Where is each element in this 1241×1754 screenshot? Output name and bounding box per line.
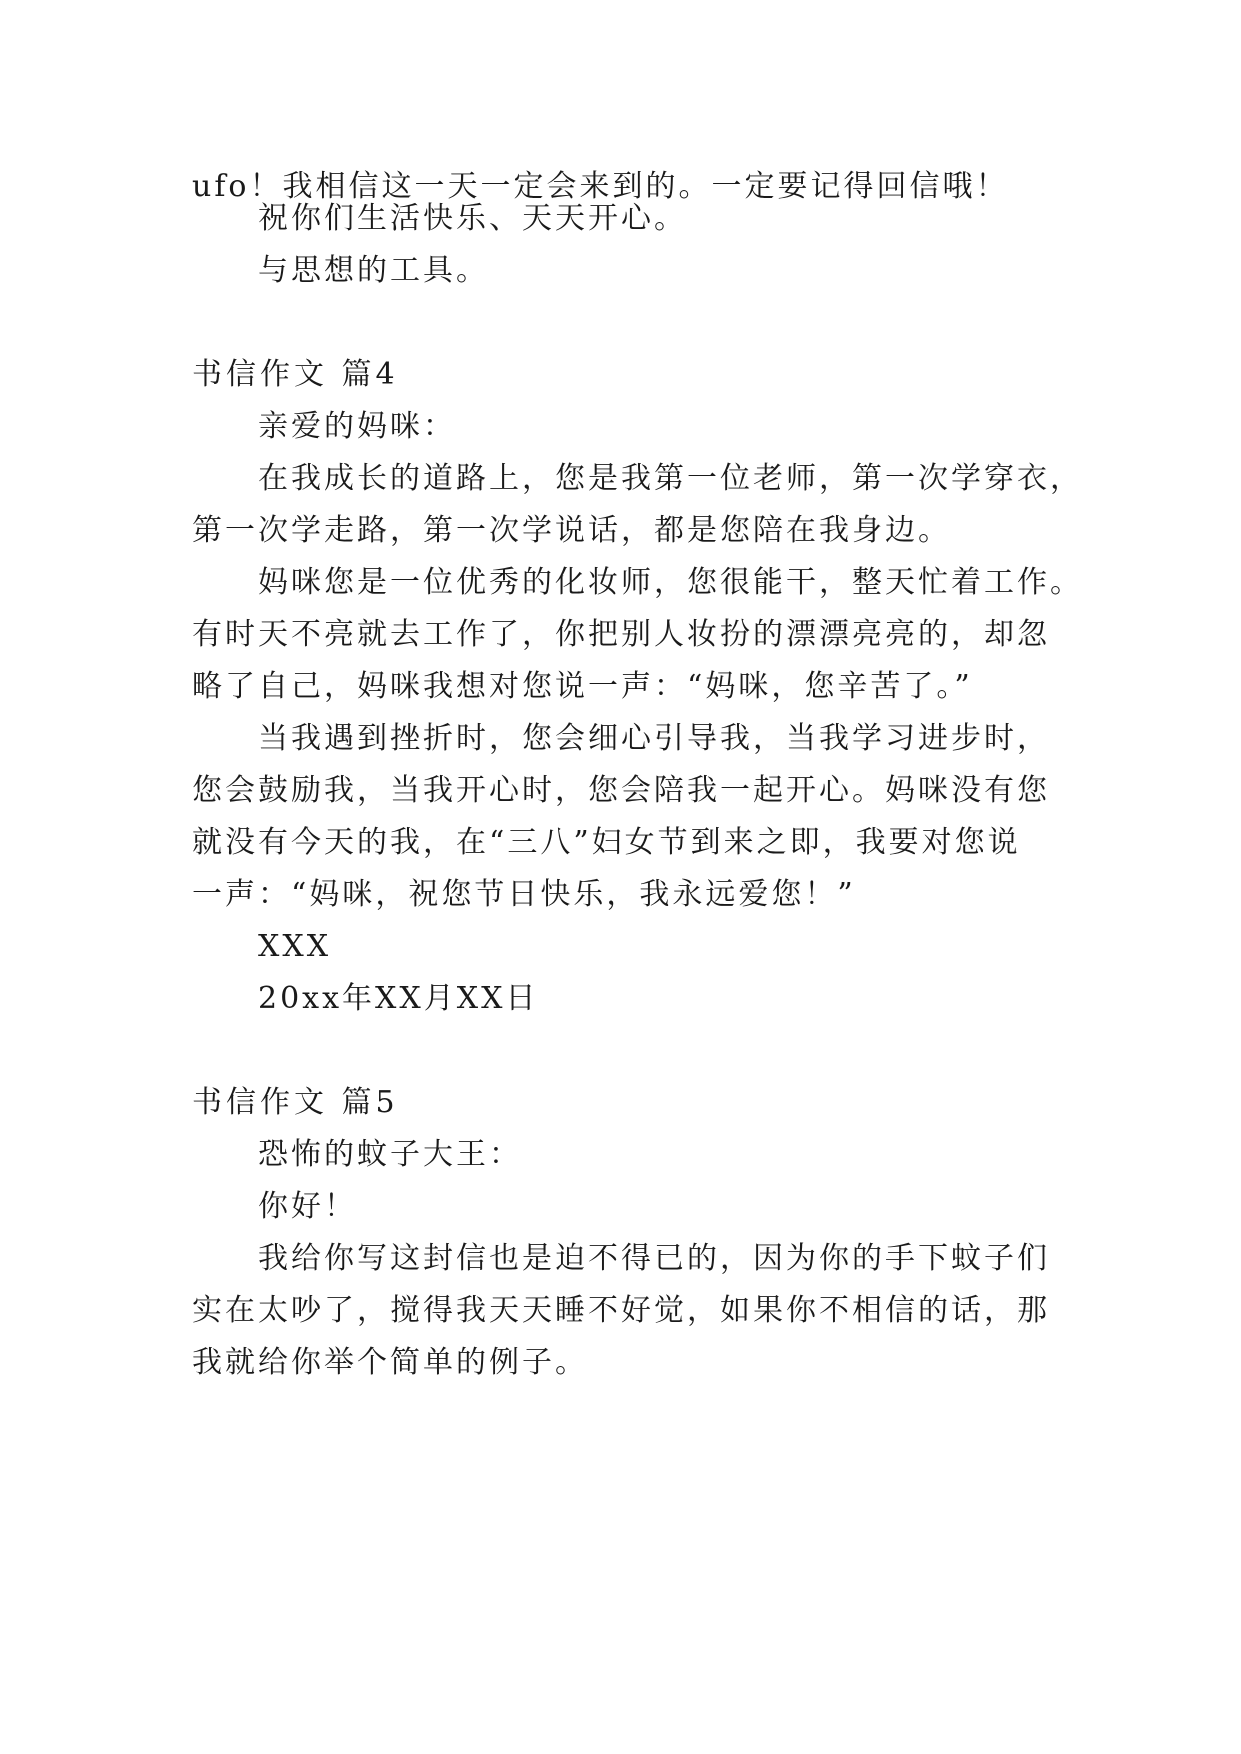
text-line: ufo！我相信这一天一定会来到的。一定要记得回信哦！ bbox=[192, 169, 1009, 204]
salutation: 亲爱的妈咪： bbox=[258, 409, 456, 444]
text-line: 我给你写这封信也是迫不得已的，因为你的手下蚊子们 bbox=[258, 1241, 1050, 1276]
text-line: 您会鼓励我，当我开心时，您会陪我一起开心。妈咪没有您 bbox=[192, 773, 1050, 808]
signature: XXX bbox=[258, 929, 332, 964]
text-line: 第一次学走路，第一次学说话，都是您陪在我身边。 bbox=[192, 513, 951, 548]
text-line: 当我遇到挫折时，您会细心引导我，当我学习进步时， bbox=[258, 721, 1050, 756]
text-line: 略了自己，妈咪我想对您说一声：“妈咪，您辛苦了。” bbox=[192, 669, 973, 704]
text-line: 实在太吵了，搅得我天天睡不好觉，如果你不相信的话，那 bbox=[192, 1293, 1050, 1328]
section-heading: 书信作文 篇4 bbox=[192, 357, 399, 392]
text-line: 与思想的工具。 bbox=[258, 253, 489, 288]
text-line: 你好！ bbox=[258, 1189, 357, 1224]
text-line: 就没有今天的我，在“三八”妇女节到来之即，我要对您说 bbox=[192, 825, 1021, 860]
date-line: 20xx年XX月XX日 bbox=[258, 981, 539, 1016]
text-line: 有时天不亮就去工作了，你把别人妆扮的漂漂亮亮的，却忽 bbox=[192, 617, 1050, 652]
section-heading: 书信作文 篇5 bbox=[192, 1085, 399, 1120]
text-line: 一声：“妈咪，祝您节日快乐，我永远爱您！” bbox=[192, 877, 856, 912]
text-line: 在我成长的道路上，您是我第一位老师，第一次学穿衣， bbox=[258, 461, 1083, 496]
text-line: 祝你们生活快乐、天天开心。 bbox=[258, 201, 687, 236]
text-line: 妈咪您是一位优秀的化妆师，您很能干，整天忙着工作。 bbox=[258, 565, 1083, 600]
salutation: 恐怖的蚊子大王： bbox=[258, 1137, 522, 1172]
text-line: 我就给你举个简单的例子。 bbox=[192, 1345, 588, 1380]
